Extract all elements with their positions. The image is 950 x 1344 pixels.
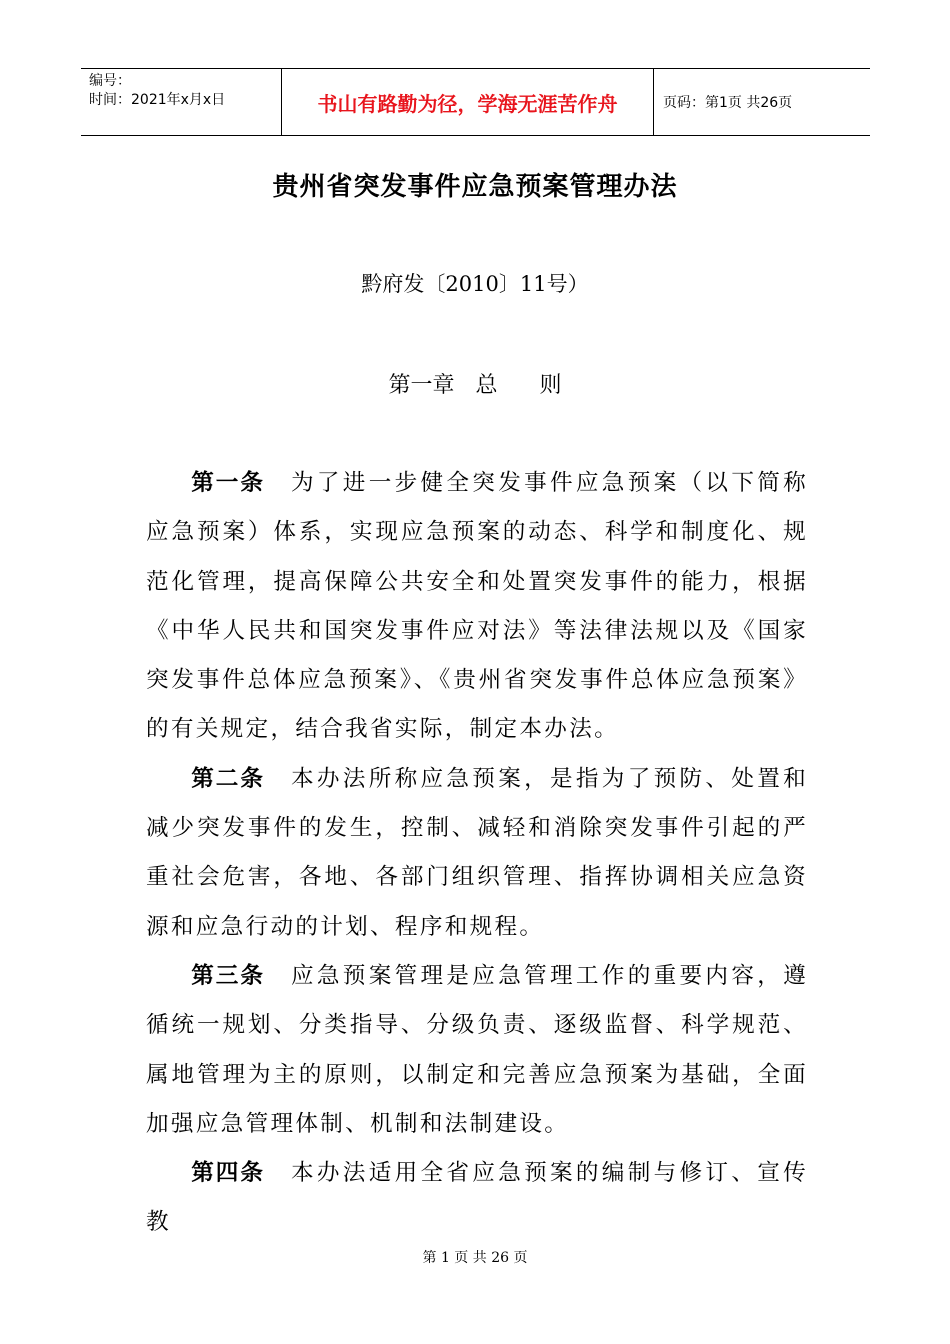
article-text: 为了进一步健全突发事件应急预案（以下简称应急预案）体系，实现应急预案的动态、科学和制度化、规范化管理，提高保障公共安全和处置突发事件的能力，根据《中华人民共和国突发事件应对法》等法律法规以及《国家突发事件总体应急预案》、《贵州省突发事件总体应急预案》的有关规定，结合我省实际，制定本办法。	[146, 470, 809, 743]
chapter-heading: 第一章 总 则	[388, 373, 562, 398]
number-label: 编号：	[89, 73, 131, 89]
article-3	[146, 952, 808, 1149]
article-text: 应急预案管理是应急管理工作的重要内容，遵循统一规划、分类指导、分级负责、逐级监督、科学规范、属地管理为主的原则，以制定和完善应急预案为基础，全面加强应急管理体制、机制和法制建设。	[146, 962, 809, 1137]
header-meta	[81, 69, 282, 135]
time-label: 时间：2021年x月x日	[89, 92, 226, 108]
header-page-info: 页码：第1页 共26页	[663, 95, 793, 111]
article-text: 本办法所称应急预案，是指为了预防、处置和减少突发事件的发生，控制、减轻和消除突发事件引起的严重社会危害，各地、各部门组织管理、指挥协调相关应急资源和应急行动的计划、程序和规程。	[146, 765, 809, 940]
document-body	[146, 459, 808, 1248]
document-title: 贵州省突发事件应急预案管理办法	[272, 172, 678, 202]
page-footer: 第 1 页 共 26 页	[422, 1250, 528, 1266]
article-text: 本办法适用全省应急预案的编制与修订、宣传教	[146, 1160, 809, 1236]
document-number: 黔府发〔2010〕11号）	[361, 272, 589, 296]
article-label: 第四条	[191, 1160, 265, 1187]
article-label: 第一条	[191, 470, 265, 496]
article-4	[146, 1149, 808, 1248]
article-label: 第二条	[191, 765, 265, 792]
article-2	[146, 755, 808, 952]
header-motto: 书山有路勤为径，学海无涯苦作舟	[282, 69, 654, 135]
article-label: 第三条	[191, 962, 265, 989]
article-1	[146, 459, 808, 755]
document-header	[81, 68, 870, 136]
